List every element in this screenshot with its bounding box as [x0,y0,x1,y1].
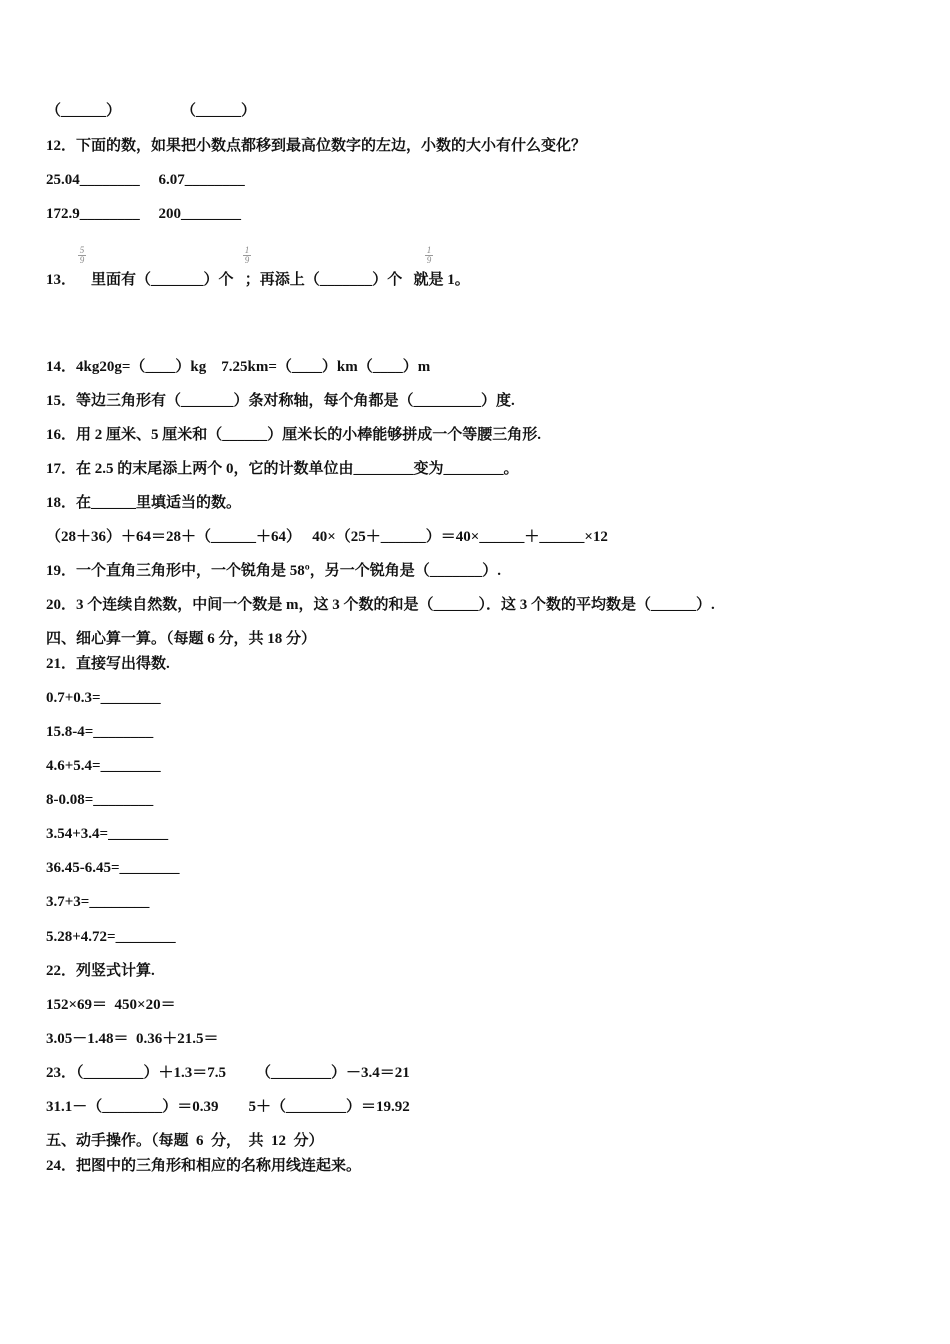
question-22-b: 3.05－1.48＝ 0.36＋21.5＝ [46,1031,219,1047]
question-19: 19．一个直角三角形中，一个锐角是 58º，另一个锐角是（_______）. [46,563,501,579]
question-18-a: （28＋36）＋64＝28＋（______＋64） 40×（25＋______）＝40×______＋______×12 [46,529,608,545]
question-13: 13． 里面有（_______）个 ；再添上（_______）个 就是 1。 [46,272,470,288]
question-12: 12．下面的数，如果把小数点都移到最高位数字的左边，小数的大小有什么变化？ [46,138,587,154]
question-21: 21．直接写出得数. [46,656,170,672]
question-12-a: 25.04________ 6.07________ [46,172,245,188]
question-23: 23．（________）＋1.3＝7.5 （________）－3.4＝21 [46,1065,410,1081]
question-23-b: 31.1－（________）＝0.39 5＋（________）＝19.92 [46,1099,410,1115]
fraction-5-9 [77,246,87,265]
fraction-1-9-a [242,246,252,265]
fraction-numerator: 1 [426,245,432,255]
question-15: 15．等边三角形有（_______）条对称轴，每个角都是（_________）度. [46,393,515,409]
calc-2: 15.8-4=________ [46,724,154,740]
question-18: 18．在______里填适当的数。 [46,495,242,511]
section-4-heading: 四、细心算一算。（每题 6 分，共 18 分） [46,631,317,647]
fraction-numerator: 5 [79,245,85,255]
question-20: 20．3 个连续自然数，中间一个数是 m，这 3 个数的和是（______）．这 3 个数的平均数是（______）. [46,597,715,613]
calc-5: 3.54+3.4=________ [46,826,169,842]
calc-4: 8-0.08=________ [46,792,154,808]
question-24: 24．把图中的三角形和相应的名称用线连起来。 [46,1158,362,1174]
question-16: 16．用 2 厘米、5 厘米和（______）厘米长的小棒能够拼成一个等腰三角形. [46,427,542,443]
question-12-b: 172.9________ 200________ [46,206,241,222]
section-5-heading: 五、动手操作。（每题 6 分， 共 12 分） [46,1133,324,1149]
fraction-denominator: 9 [426,255,432,265]
fraction-denominator: 9 [79,255,85,265]
fraction-denominator: 9 [244,255,250,265]
fraction-numerator: 1 [244,245,250,255]
calc-7: 3.7+3=________ [46,894,150,910]
calc-1: 0.7+0.3=________ [46,690,161,706]
calc-8: 5.28+4.72=________ [46,929,176,945]
question-17: 17．在 2.5 的末尾添上两个 0，它的计数单位由________变为________。 [46,461,519,477]
line-blanks-top: （______） （______） [46,103,257,119]
question-14: 14．4kg20g=（____）kg 7.25km=（____）km（____）m [46,359,431,375]
calc-6: 36.45-6.45=________ [46,860,180,876]
question-22-a: 152×69＝ 450×20＝ [46,997,176,1013]
question-22: 22．列竖式计算. [46,963,155,979]
fraction-1-9-b [424,246,434,265]
calc-3: 4.6+5.4=________ [46,758,161,774]
